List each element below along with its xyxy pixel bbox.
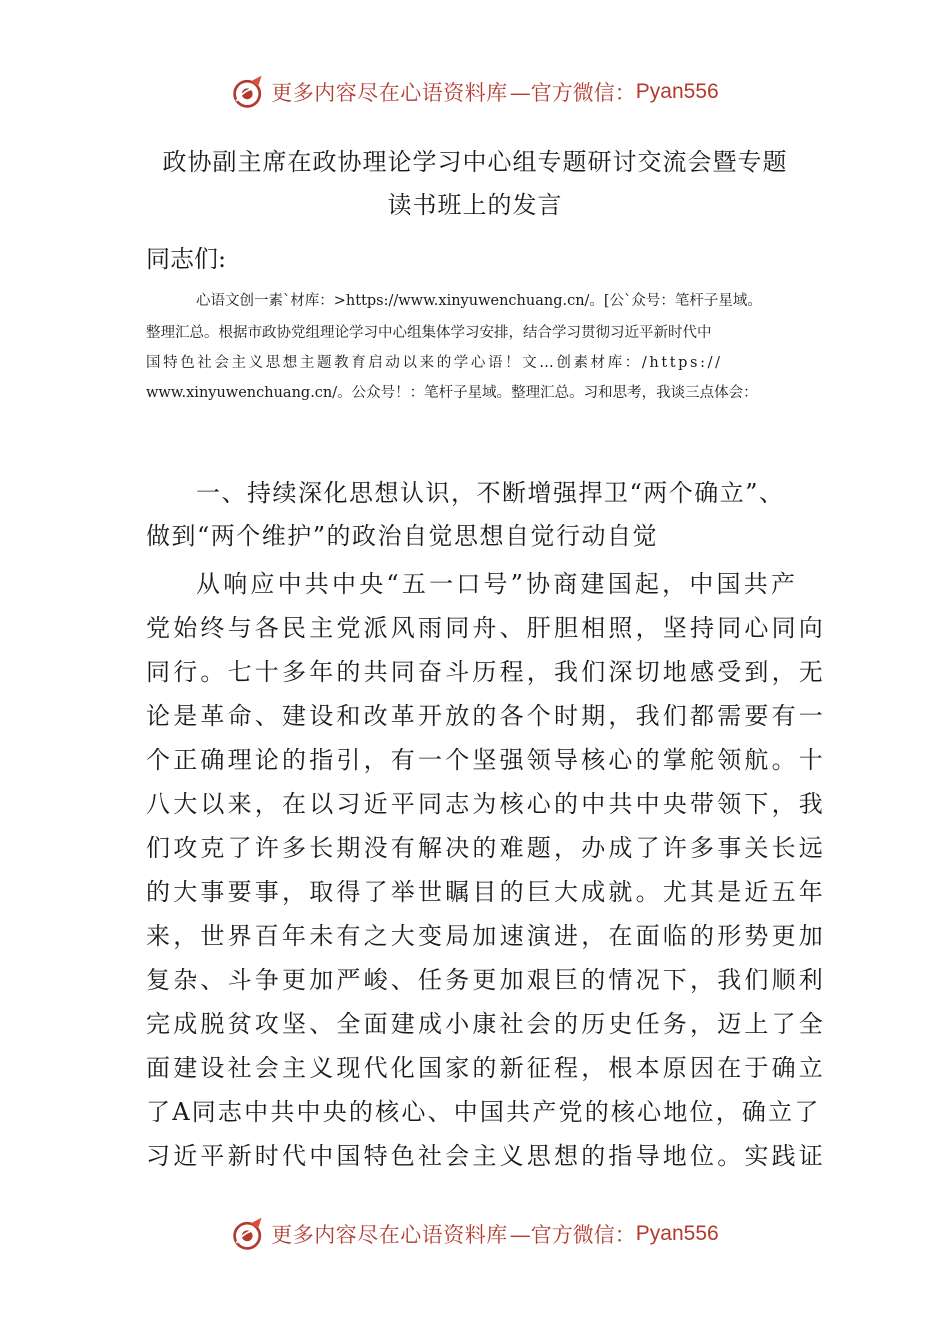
intro-line: 整理汇总。根据市政协党组理论学习中心组集体学习安排，结合学习贯彻习近平新时代中	[146, 325, 712, 341]
banner-text: 更多内容尽在心语资料库	[271, 81, 508, 105]
banner-wechat-label: —官方微信：	[509, 81, 636, 105]
banner-wechat-id: Pyan556	[635, 1222, 719, 1245]
paragraph-line: 面建设社会主义现代化国家的新征程，根本原因在于确立	[146, 1054, 826, 1082]
intro-line: 心语文创一素`材库：>https://www.xinyuwenchuang.cn/。[公`众号：笔杆子星域。	[196, 293, 762, 309]
section-heading-line-1: 一、持续深化思想认识，不断增强捍卫“两个确立”、	[196, 479, 785, 507]
brand-logo-icon	[231, 74, 267, 110]
banner-wechat-label: —官方微信：	[509, 1223, 636, 1247]
paragraph-line: 们攻克了许多长期没有解决的难题，办成了许多事关长远	[146, 834, 826, 862]
section-heading-line-2: 做到“两个维护”的政治自觉思想自觉行动自觉	[146, 522, 659, 550]
paragraph-line: 习近平新时代中国特色社会主义思想的指导地位。实践证	[146, 1142, 826, 1170]
document-title-line-1: 政协副主席在政协理论学习中心组专题研讨交流会暨专题	[162, 148, 788, 176]
paragraph-line: 论是革命、建设和改革开放的各个时期，我们都需要有一	[146, 702, 826, 730]
paragraph-line: 来，世界百年未有之大变局加速演进，在面临的形势更加	[146, 922, 826, 950]
paragraph-line: 八大以来，在以习近平同志为核心的中共中央带领下，我	[146, 790, 826, 818]
salutation: 同志们:	[146, 245, 227, 273]
intro-line: www.xinyuwenchuang.cn/。公众号！：笔杆子星域。整理汇总。习和思考，我谈三点体会：	[146, 385, 758, 401]
brand-logo-icon	[231, 1216, 267, 1252]
paragraph-line: 完成脱贫攻坚、全面建成小康社会的历史任务，迈上了全	[146, 1010, 826, 1038]
document-title-line-2: 读书班上的发言	[387, 191, 563, 219]
paragraph-line: 同行。七十多年的共同奋斗历程，我们深切地感受到，无	[146, 658, 826, 686]
intro-line: 国特色社会主义思想主题教育启动以来的学心语！文…创素材库：/https://	[146, 355, 723, 371]
footer-banner	[0, 1212, 950, 1256]
paragraph-line: 党始终与各民主党派风雨同舟、肝胆相照，坚持同心同向	[146, 614, 826, 642]
banner-wechat-id: Pyan556	[635, 80, 719, 103]
banner-text: 更多内容尽在心语资料库	[271, 1223, 508, 1247]
paragraph-line: 从响应中共中央“五一口号”协商建国起，中国共产	[196, 570, 799, 598]
paragraph-line: 个正确理论的指引，有一个坚强领导核心的掌舵领航。十	[146, 746, 826, 774]
header-banner	[0, 70, 950, 114]
paragraph-line: 的大事要事，取得了举世瞩目的巨大成就。尤其是近五年	[146, 878, 826, 906]
paragraph-line: 了A同志中共中央的核心、中国共产党的核心地位，确立了	[146, 1098, 821, 1126]
paragraph-line: 复杂、斗争更加严峻、任务更加艰巨的情况下，我们顺利	[146, 966, 826, 994]
